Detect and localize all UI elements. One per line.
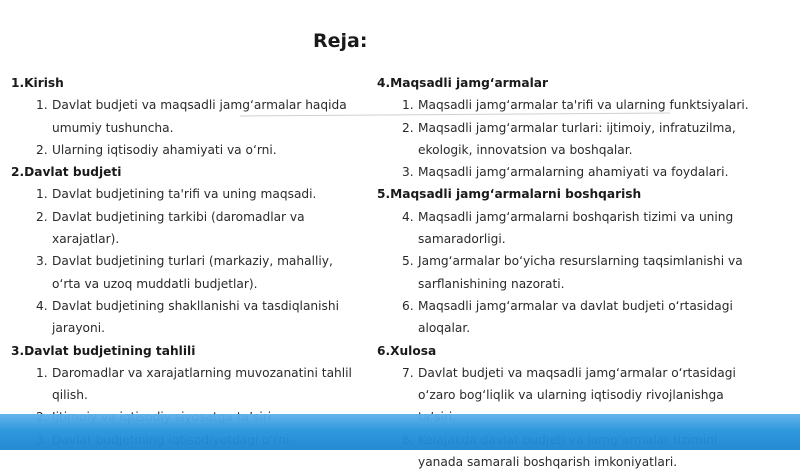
bottom-accent-band	[0, 414, 800, 450]
section-heading: 3.Davlat budjetining tahlili	[11, 343, 196, 358]
section-heading: 1.Kirish	[11, 76, 64, 90]
item-text: Jamg‘armalar bo‘yicha resurslarning taqsimlanishi va sarflanishining nazorati.	[418, 254, 743, 291]
list-item	[11, 94, 363, 139]
item-text: Maqsadli jamg‘armalar turlari: ijtimoiy, infratuzilma, ekologik, innovatsion va boshqalar.	[418, 120, 736, 157]
item-number: 3.	[402, 165, 414, 180]
item-number: 1.	[36, 187, 48, 202]
item-text: Davlat budjeti va maqsadli jamg‘armalar o‘rtasidagi o‘zaro bog‘liqlik va ularning iqtisodiy rivojlanishga	[418, 365, 736, 403]
item-number: 1.	[36, 98, 48, 113]
item-text: Davlat budjetining tarkibi (daromadlar va xarajatlar).	[52, 209, 305, 247]
section	[377, 72, 757, 183]
slide-title: Reja:	[313, 30, 368, 52]
item-text: Maqsadli jamg‘armalar ta'rifi va ularning funktsiyalari.	[418, 98, 749, 113]
item-number: 1.	[402, 98, 414, 113]
right-column	[377, 72, 757, 473]
item-text: Daromadlar va xarajatlarning muvozanatini tahlil qilish.	[52, 365, 352, 403]
item-text: Maqsadli jamg‘armalar va davlat budjeti o‘rtasidagi aloqalar.	[418, 298, 733, 336]
list-item	[377, 161, 757, 183]
list-item	[377, 206, 757, 251]
item-text: Maqsadli jamg‘armalarni boshqarish tizimi va uning samaradorligi.	[418, 209, 734, 247]
item-text: Davlat budjetining shakllanishi va tasdiqlanishi jarayoni.	[52, 298, 339, 336]
section-heading: 2.Davlat budjeti	[11, 165, 122, 180]
list-item	[11, 183, 363, 205]
list-item	[11, 250, 363, 295]
section-heading: 5.Maqsadli jamg‘armalarni boshqarish	[377, 187, 642, 202]
section	[11, 161, 363, 339]
list-item	[377, 94, 757, 116]
item-text: Maqsadli jamg‘armalarning ahamiyati va foydalari.	[418, 165, 729, 180]
list-item	[11, 295, 363, 340]
item-number: 5.	[402, 254, 414, 269]
item-text: Davlat budjetining turlari (markaziy, mahalliy, o‘rta va uzoq muddatli budjetlar).	[52, 254, 333, 291]
item-number: 7.	[402, 365, 414, 380]
list-item	[377, 250, 757, 295]
item-number: 2.	[36, 142, 48, 157]
section	[377, 183, 757, 339]
item-number: 4.	[36, 298, 48, 313]
list-item	[11, 139, 363, 161]
item-text: Ularning iqtisodiy ahamiyati va o‘rni.	[52, 142, 277, 157]
item-text: Davlat budjeti va maqsadli jamg‘armalar haqida umumiy tushuncha.	[52, 98, 347, 135]
section-heading: 6.Xulosa	[377, 343, 437, 358]
list-item	[377, 295, 757, 340]
left-column	[11, 72, 363, 451]
item-number: 1.	[36, 365, 48, 380]
item-text: Davlat budjetining ta'rifi va uning maqsadi.	[52, 187, 317, 202]
item-number: 4.	[402, 209, 414, 224]
section	[377, 340, 757, 473]
item-number: 2.	[36, 209, 48, 224]
item-number: 2.	[402, 120, 414, 135]
list-item	[11, 206, 363, 251]
item-number: 6.	[402, 298, 414, 313]
section-heading: 4.Maqsadli jamg‘armalar	[377, 76, 549, 90]
list-item	[377, 117, 757, 162]
item-text: yanada samarali boshqarish imkoniyatlari.	[418, 455, 678, 470]
item-number: 3.	[36, 254, 48, 269]
section	[11, 72, 363, 161]
list-item	[11, 362, 363, 407]
